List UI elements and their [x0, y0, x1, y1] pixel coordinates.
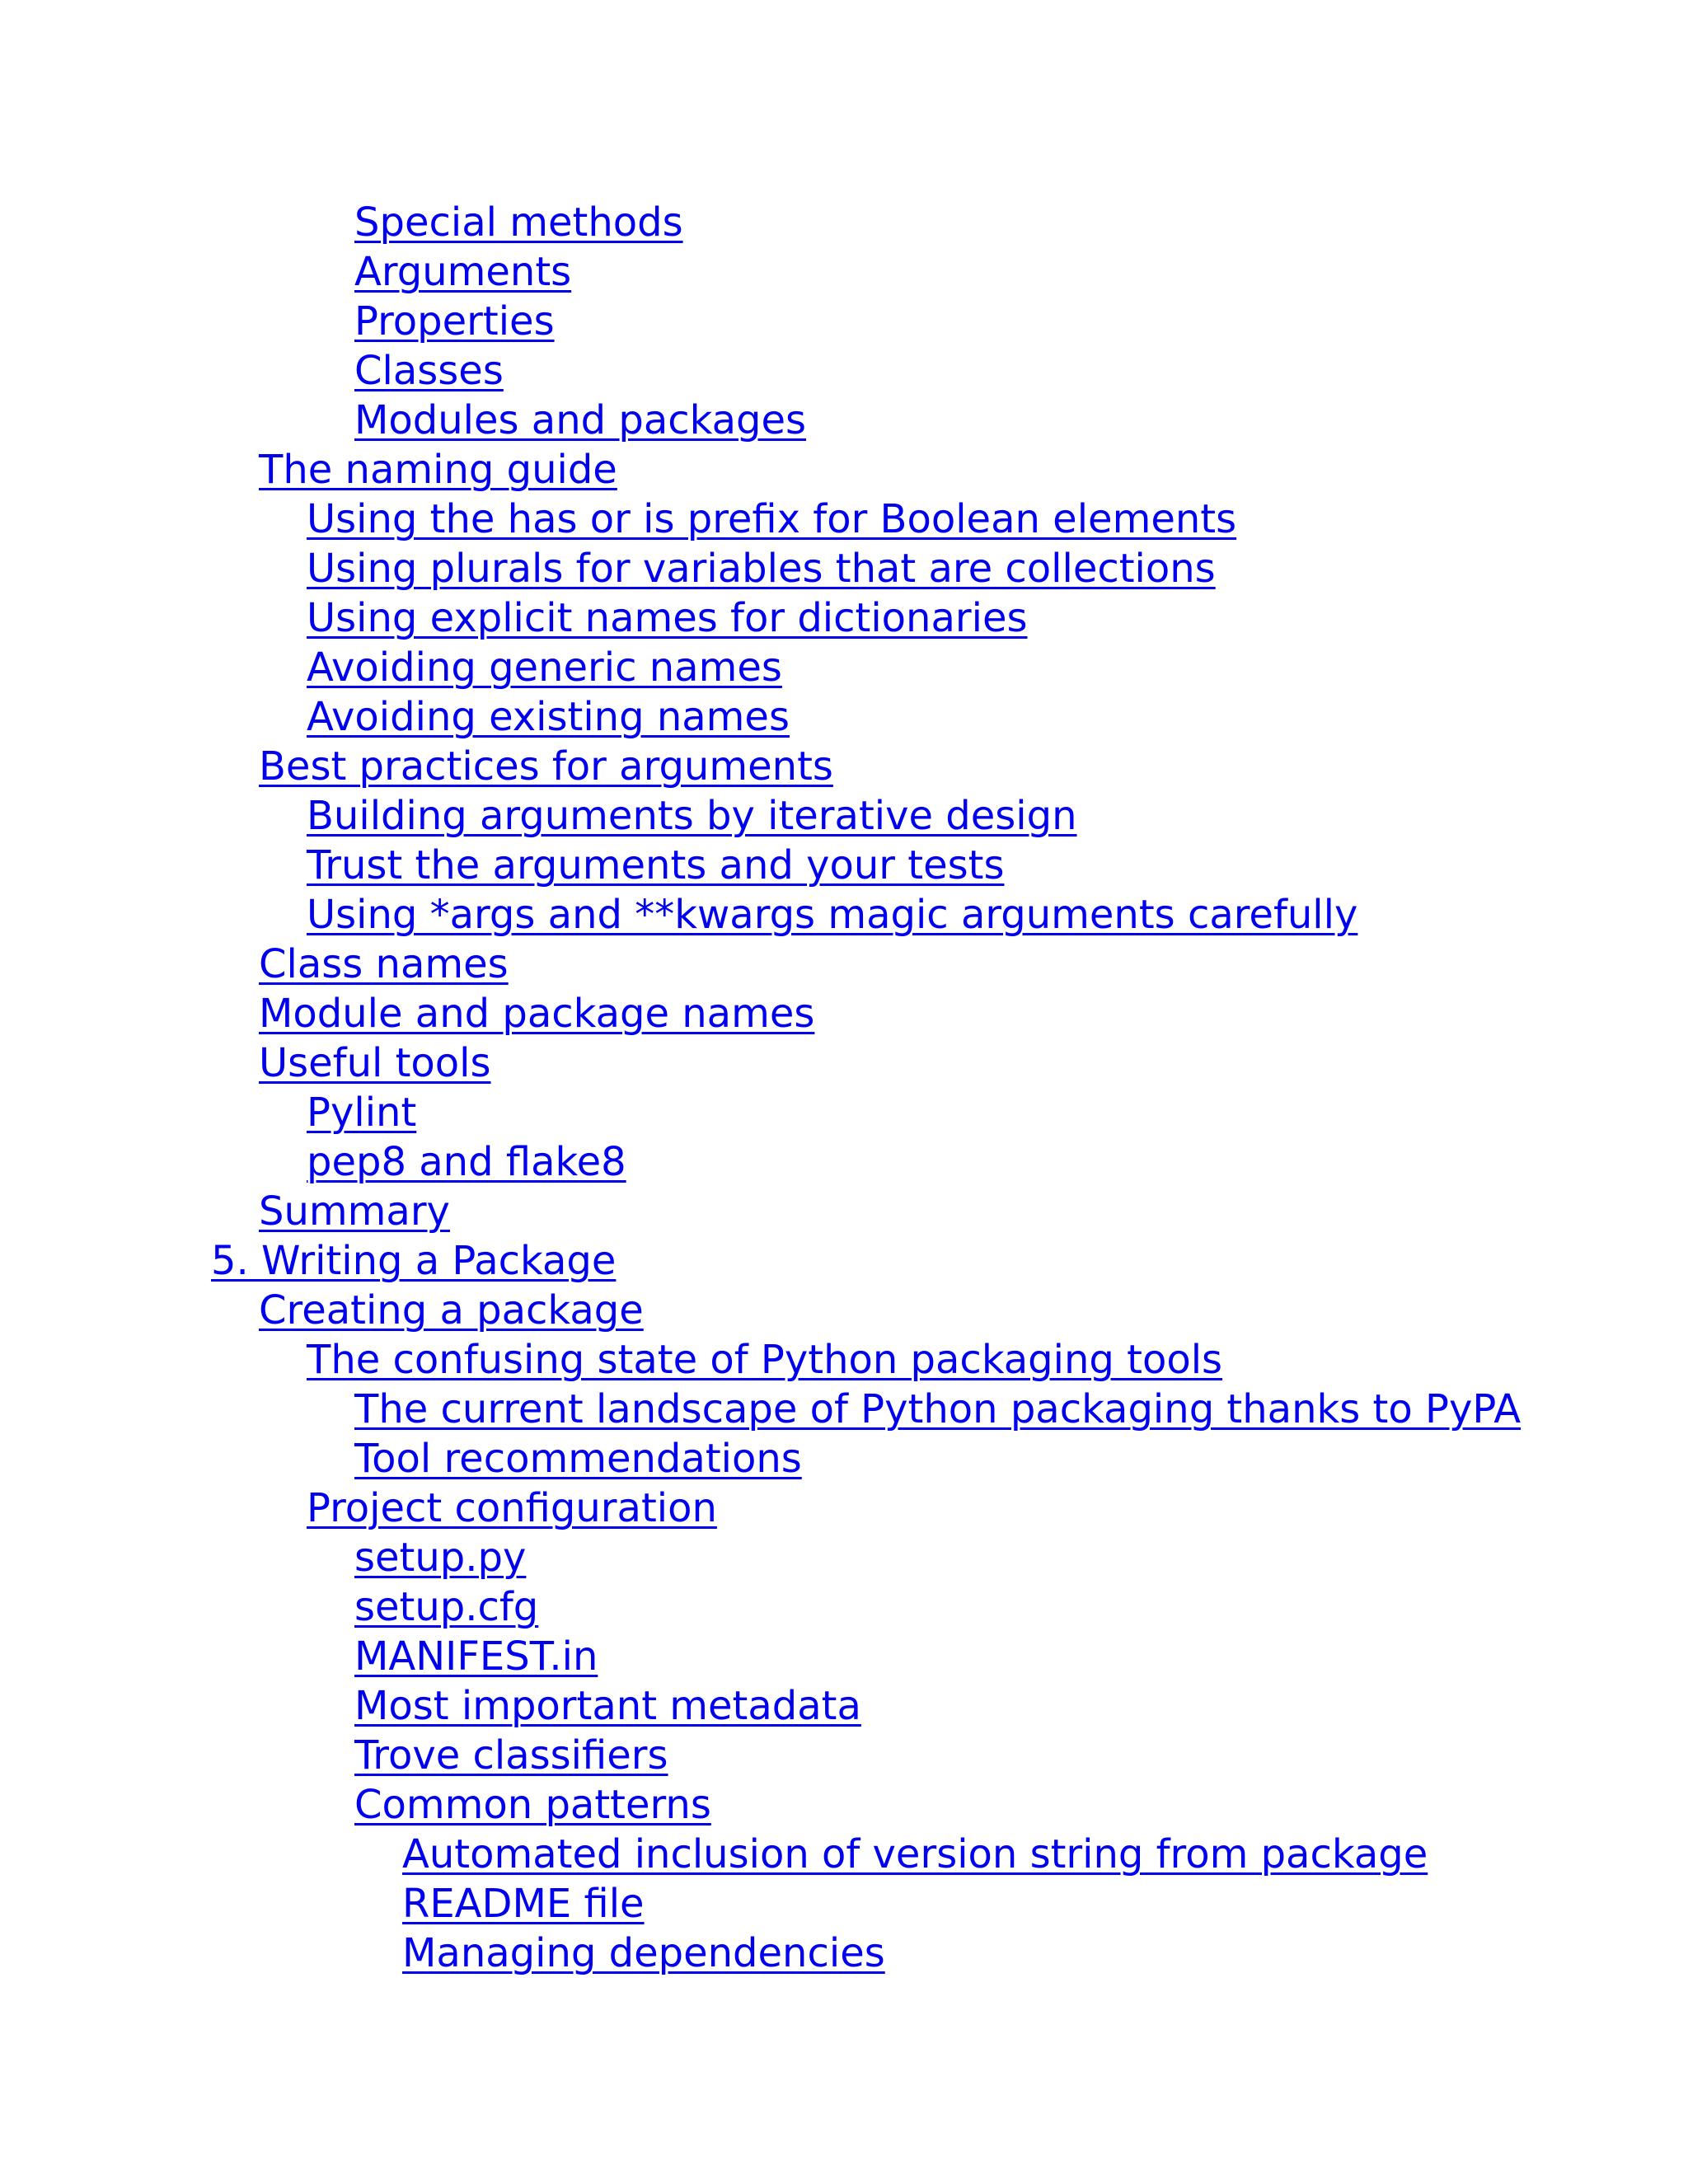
toc-entry	[0, 841, 1688, 890]
table-of-contents	[0, 198, 1688, 1978]
toc-entry	[0, 1582, 1688, 1632]
toc-link[interactable]: Summary	[259, 1188, 450, 1235]
toc-link[interactable]: Properties	[354, 298, 555, 344]
toc-entry	[0, 989, 1688, 1038]
toc-entry	[0, 1088, 1688, 1137]
toc-link[interactable]: Most important metadata	[354, 1683, 861, 1729]
toc-entry	[0, 297, 1688, 346]
toc-entry	[0, 1286, 1688, 1335]
toc-link[interactable]: Creating a package	[259, 1287, 644, 1333]
toc-entry	[0, 643, 1688, 692]
toc-entry	[0, 1434, 1688, 1483]
toc-link[interactable]: 5. Writing a Package	[211, 1238, 617, 1284]
toc-entry	[0, 593, 1688, 643]
toc-entry	[0, 1236, 1688, 1286]
toc-entry	[0, 742, 1688, 791]
toc-link[interactable]: MANIFEST.in	[354, 1633, 598, 1680]
toc-link[interactable]: README file	[402, 1881, 645, 1927]
toc-link[interactable]: Modules and packages	[354, 397, 807, 443]
toc-entry	[0, 791, 1688, 841]
toc-entry	[0, 940, 1688, 989]
toc-link[interactable]: The confusing state of Python packaging tools	[307, 1337, 1223, 1383]
toc-link[interactable]: Trove classifiers	[354, 1732, 668, 1779]
toc-entry	[0, 198, 1688, 247]
toc-entry	[0, 1731, 1688, 1780]
toc-entry	[0, 692, 1688, 742]
toc-link[interactable]: setup.py	[354, 1535, 527, 1581]
toc-link[interactable]: The current landscape of Python packaging thanks to PyPA	[354, 1386, 1522, 1432]
toc-entry	[0, 1483, 1688, 1533]
toc-link[interactable]: Trust the arguments and your tests	[307, 842, 1005, 888]
toc-link[interactable]: Using *args and **kwargs magic arguments carefully	[307, 892, 1358, 938]
toc-entry	[0, 1335, 1688, 1385]
toc-link[interactable]: Using the has or is prefix for Boolean elements	[307, 496, 1237, 542]
toc-link[interactable]: Classes	[354, 348, 504, 394]
toc-entry	[0, 1929, 1688, 1978]
toc-entry	[0, 544, 1688, 593]
toc-entry	[0, 1830, 1688, 1879]
toc-link[interactable]: Pylint	[307, 1090, 417, 1136]
toc-link[interactable]: Tool recommendations	[354, 1436, 802, 1482]
toc-link[interactable]: pep8 and flake8	[307, 1139, 626, 1185]
toc-entry	[0, 1632, 1688, 1681]
toc-link[interactable]: Managing dependencies	[402, 1930, 885, 1976]
toc-entry	[0, 1187, 1688, 1236]
toc-entry	[0, 247, 1688, 297]
toc-link[interactable]: Module and package names	[259, 991, 815, 1037]
toc-link[interactable]: Special methods	[354, 199, 683, 246]
toc-entry	[0, 494, 1688, 544]
toc-entry	[0, 1385, 1688, 1434]
toc-entry	[0, 445, 1688, 494]
toc-entry	[0, 346, 1688, 396]
toc-link[interactable]: Using plurals for variables that are collections	[307, 546, 1216, 592]
toc-link[interactable]: Avoiding generic names	[307, 644, 782, 691]
toc-link[interactable]: Best practices for arguments	[259, 743, 833, 790]
toc-entry	[0, 1780, 1688, 1830]
toc-entry	[0, 1038, 1688, 1088]
toc-link[interactable]: Common patterns	[354, 1782, 711, 1828]
toc-entry	[0, 1533, 1688, 1582]
toc-entry	[0, 1879, 1688, 1929]
toc-entry	[0, 1137, 1688, 1187]
toc-entry	[0, 890, 1688, 940]
toc-link[interactable]: Class names	[259, 941, 509, 987]
toc-entry	[0, 396, 1688, 445]
toc-link[interactable]: setup.cfg	[354, 1584, 539, 1630]
toc-link[interactable]: Arguments	[354, 249, 572, 295]
toc-link[interactable]: Automated inclusion of version string from package	[402, 1831, 1428, 1877]
toc-entry	[0, 1681, 1688, 1731]
toc-link[interactable]: Using explicit names for dictionaries	[307, 595, 1028, 641]
toc-link[interactable]: Avoiding existing names	[307, 694, 790, 740]
toc-link[interactable]: Project configuration	[307, 1485, 717, 1531]
toc-link[interactable]: Useful tools	[259, 1040, 491, 1086]
toc-link[interactable]: Building arguments by iterative design	[307, 793, 1077, 839]
toc-link[interactable]: The naming guide	[259, 447, 617, 493]
